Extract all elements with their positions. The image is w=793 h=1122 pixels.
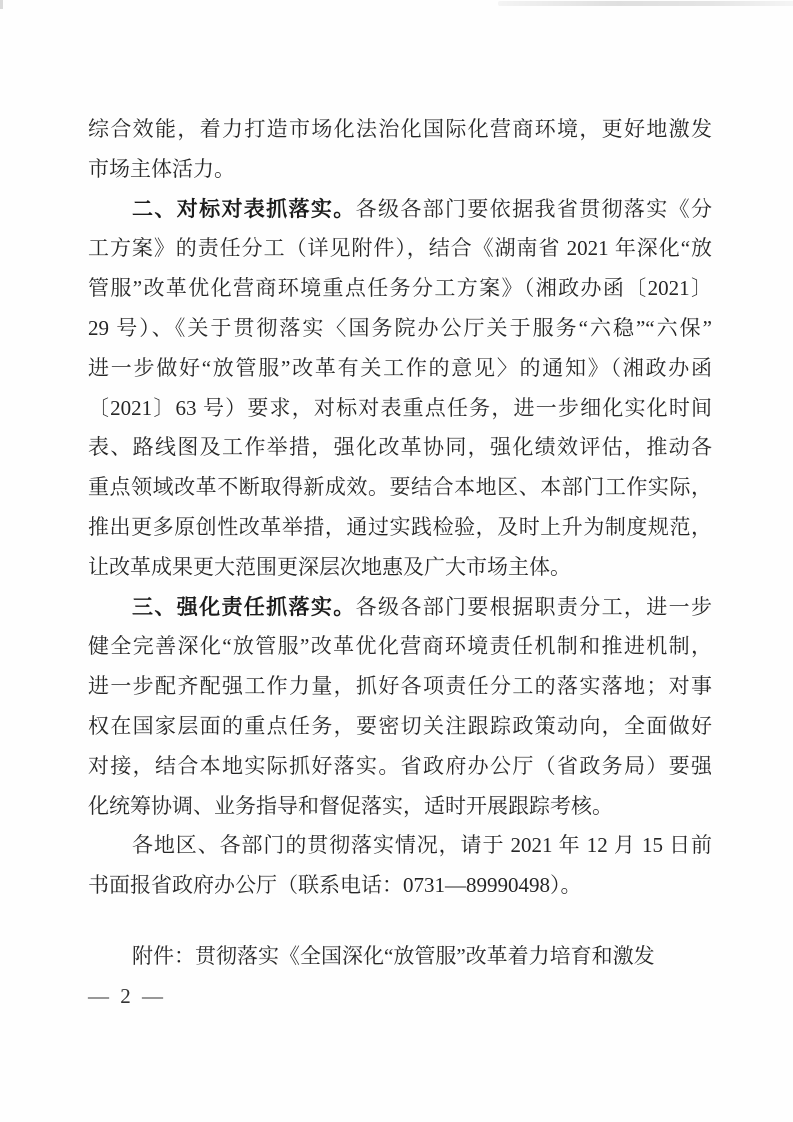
para-item-three: [88, 588, 712, 827]
text-line: [88, 548, 712, 588]
para-continuation: [88, 110, 712, 190]
text-run: 健全完善深化“放管服”改革优化营商环境责任机制和推进机制，: [88, 634, 712, 659]
text-run: 进一步配齐配强工作力量，抓好各项责任分工的落实落地；对事: [88, 674, 712, 699]
text-line: [88, 229, 712, 269]
text-line: [88, 349, 712, 389]
text-line: [88, 627, 712, 667]
text-line: [88, 667, 712, 707]
text-run: 〔2021〕63 号）要求，对标对表重点任务，进一步细化实化时间: [88, 395, 712, 420]
scan-artifact-corner: [0, 0, 3, 9]
text-run: 重点领域改革不断取得新成效。要结合本地区、本部门工作实际，: [88, 475, 712, 500]
text-line: [88, 707, 712, 747]
text-run: 附件：贯彻落实《全国深化“放管服”改革着力培育和激发: [132, 943, 655, 968]
text-line: [88, 150, 712, 190]
text-line: [88, 190, 712, 230]
text-line: [88, 588, 712, 628]
bold-text-run: 三、强化责任抓落实。: [132, 595, 356, 619]
para-attachment: [88, 937, 712, 977]
text-run: 各地区、各部门的贯彻落实情况，请于 2021 年 12 月 15 日前: [132, 833, 712, 858]
text-run: 书面报省政府办公厅（联系电话：0731—89990498）。: [88, 873, 582, 898]
text-line: [88, 866, 712, 906]
text-run: 进一步做好“放管服”改革有关工作的意见〉的通知》（湘政办函: [88, 355, 712, 380]
document-body: [88, 110, 712, 977]
text-run: 让改革成果更大范围更深层次地惠及广大市场主体。: [88, 554, 571, 579]
text-run: 29 号）、《关于贯彻落实〈国务院办公厅关于服务“六稳”“六保”: [88, 315, 712, 340]
text-run: 工方案》的责任分工（详见附件），结合《湖南省 2021 年深化“放: [88, 236, 712, 261]
text-line: [88, 468, 712, 508]
text-line: [88, 508, 712, 548]
para-item-two: [88, 190, 712, 588]
text-run: 表、路线图及工作举措，强化改革协同，强化绩效评估，推动各: [88, 435, 712, 460]
text-line: [88, 110, 712, 150]
text-line: [88, 826, 712, 866]
text-run: 化统筹协调、业务指导和督促落实，适时开展跟踪考核。: [88, 793, 613, 818]
scan-artifact-top-edge: [498, 1, 793, 6]
text-line: [88, 787, 712, 827]
text-line: [88, 389, 712, 429]
text-run: 管服”改革优化营商环境重点任务分工方案》（湘政办函〔2021〕: [88, 276, 712, 301]
text-line: [88, 428, 712, 468]
text-run: 推出更多原创性改革举措，通过实践检验，及时上升为制度规范，: [88, 514, 712, 539]
text-run: 市场主体活力。: [88, 156, 235, 181]
text-run: 综合效能，着力打造市场化法治化国际化营商环境，更好地激发: [88, 117, 712, 141]
text-run: 各级各部门要依据我省贯彻落实《分: [355, 196, 712, 221]
page-number: — 2 —: [88, 984, 166, 1008]
text-run: 权在国家层面的重点任务，要密切关注跟踪政策动向，全面做好: [88, 713, 712, 738]
text-run: 对接，结合本地实际抓好落实。省政府办公厅（省政务局）要强: [88, 753, 712, 778]
text-run: 各级各部门要根据职责分工，进一步: [355, 594, 712, 619]
text-line: [88, 747, 712, 787]
bold-text-run: 二、对标对表抓落实。: [132, 197, 356, 221]
text-line: [88, 269, 712, 309]
text-line: [88, 937, 712, 977]
para-reporting: [88, 826, 712, 906]
text-line: [88, 309, 712, 349]
